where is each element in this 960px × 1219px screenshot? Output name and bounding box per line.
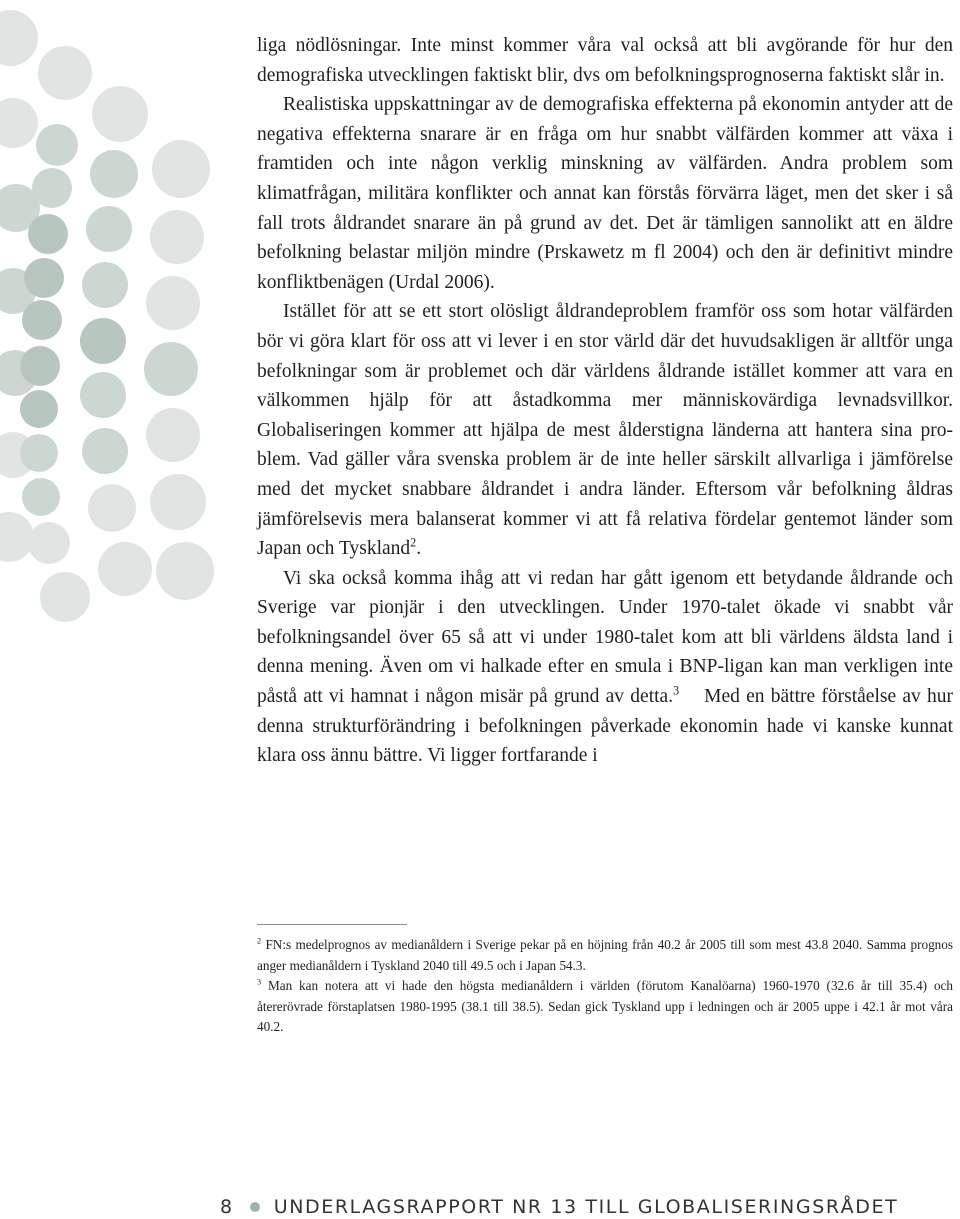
page-number: 8: [220, 1196, 234, 1218]
decorative-dot: [20, 434, 58, 472]
footnote-3: [257, 976, 953, 1038]
decorative-dot: [82, 428, 128, 474]
paragraph: [257, 564, 953, 771]
paragraph-text: Med en bättre förståelse av hur denna strukturförändring i befolkningen påverkade ekonomin hade vi kanske kunnat klara oss ännu bättre. Vi ligger fortfarande i: [257, 686, 954, 767]
decorative-dot: [28, 214, 68, 254]
decorative-dot: [82, 262, 128, 308]
decorative-dot: [146, 276, 200, 330]
decorative-dot: [150, 210, 204, 264]
decorative-dot: [88, 484, 136, 532]
decorative-dot: [36, 124, 78, 166]
footnote-text: Man kan notera att vi hade den högsta medianåldern i världen (förutom Kanalöarna) 1960-1970 (32.6 år till 35.4) och återerövrade förstaplatsen 1980-1995 (38.1 till 38.5). Sedan gick Tyskland upp i ledningen och är 2005 uppe i 42.1 år mot våra 40.2.: [257, 978, 953, 1034]
paragraph-tail: .: [416, 538, 422, 560]
decorative-dot: [20, 390, 58, 428]
decorative-dot: [22, 478, 60, 516]
footnotes: [257, 935, 953, 1038]
decorative-dot: [40, 572, 90, 622]
decorative-dot: [156, 542, 214, 600]
footnote-mark: 2: [257, 936, 262, 946]
decorative-dot: [20, 346, 60, 386]
decorative-dot: [86, 206, 132, 252]
decorative-dot: [146, 408, 200, 462]
paragraph: Realistiska uppskattningar av de demografiska effekterna på ekonomin antyder att de negativa effekterna snarare är en fråga om hur snabbt välfärden kommer att växa i framtiden och inte någon verklig minskning av välfärden. Andra problem som klimatfrågan, militära konflikter och annat kan förstås förvärra läget, men det sker i så fall trots åldrandet snarare än på grund av det. Det är tämligen sannolikt att en äldre befolkning belastar miljön mindre (Prskawetz m fl 2004) och den är definitivt mindre konfliktbenägen (Urdal 2006).: [257, 94, 953, 293]
publication-title: UNDERLAGSRAPPORT NR 13 TILL GLOBALISERINGSRÅDET: [273, 1196, 899, 1218]
decorative-dot: [32, 168, 72, 208]
decorative-dot: [24, 258, 64, 298]
decorative-dot: [152, 140, 210, 198]
page-footer: [220, 1196, 898, 1218]
footnote-ref-2: 2: [410, 535, 417, 550]
footnote-2: [257, 935, 953, 976]
body-text: [257, 31, 953, 771]
decorative-dot: [80, 372, 126, 418]
decorative-dot: [144, 342, 198, 396]
footnote-mark: 3: [257, 977, 262, 987]
decorative-dot: [0, 98, 38, 148]
decorative-dot-pattern: [0, 0, 200, 700]
footnote-ref-3: 3: [673, 683, 680, 698]
decorative-dot: [22, 300, 62, 340]
paragraph: liga nödlösningar. Inte minst kommer våra val också att bli avgörande för hur den demografiska utvecklingen faktiskt blir, dvs om befolkningsprognoserna faktiskt slår in.: [257, 35, 953, 86]
decorative-dot: [0, 10, 38, 66]
paragraph-text: Vi ska också komma ihåg att vi redan har gått igenom ett betydande åldrande och Sverige var pionjär i den utvecklingen. Under 1970-talet ökade vi snabbt vår befolkningsandel över 65 så att vi under 1980-talet kom att bli världens äldsta land i denna mening. Även om vi halkade efter en smula i BNP-ligan kan man verkligen inte påstå att vi hamnat i någon misär på grund av detta.: [257, 567, 953, 708]
bullet-dot-icon: [250, 1202, 260, 1212]
footnote-text: FN:s medelprognos av medianåldern i Sverige pekar på en höjning från 40.2 år 2005 till som mest 43.8 2040. Samma prognos anger medianåldern i Tyskland 2040 till 49.5 och i Japan 54.3.: [257, 937, 954, 973]
decorative-dot: [90, 150, 138, 198]
decorative-dot: [150, 474, 206, 530]
decorative-dot: [92, 86, 148, 142]
footnote-divider: [257, 924, 407, 925]
paragraph-text: Istället för att se ett stort olösligt åldrandeproblem framför oss som hotar välfärden bör vi göra klart för oss att vi lever i en stor värld där det huvudsakligen är alltför unga befolkningar som är problemet och där världens åldrande istället kommer att vara en välkommen hjälp för att åstadkomma mer människovärdiga levnadsvillkor. Globaliseringen kommer att hjälpa de mest ålderstigna länderna att hantera sina problem. Vad gäller våra svenska problem är de inte heller särskilt allvarliga i jämförelse med det mycket snabbare åldrandet i andra länder. Eftersom vår befolkning åldras jämförelsevis mera balanserat kommer vi att få relativa fördelar gentemot länder som Japan och Tyskland: [257, 301, 953, 560]
decorative-dot: [98, 542, 152, 596]
decorative-dot: [80, 318, 126, 364]
decorative-dot: [28, 522, 70, 564]
decorative-dot: [38, 46, 92, 100]
paragraph: [257, 297, 953, 563]
